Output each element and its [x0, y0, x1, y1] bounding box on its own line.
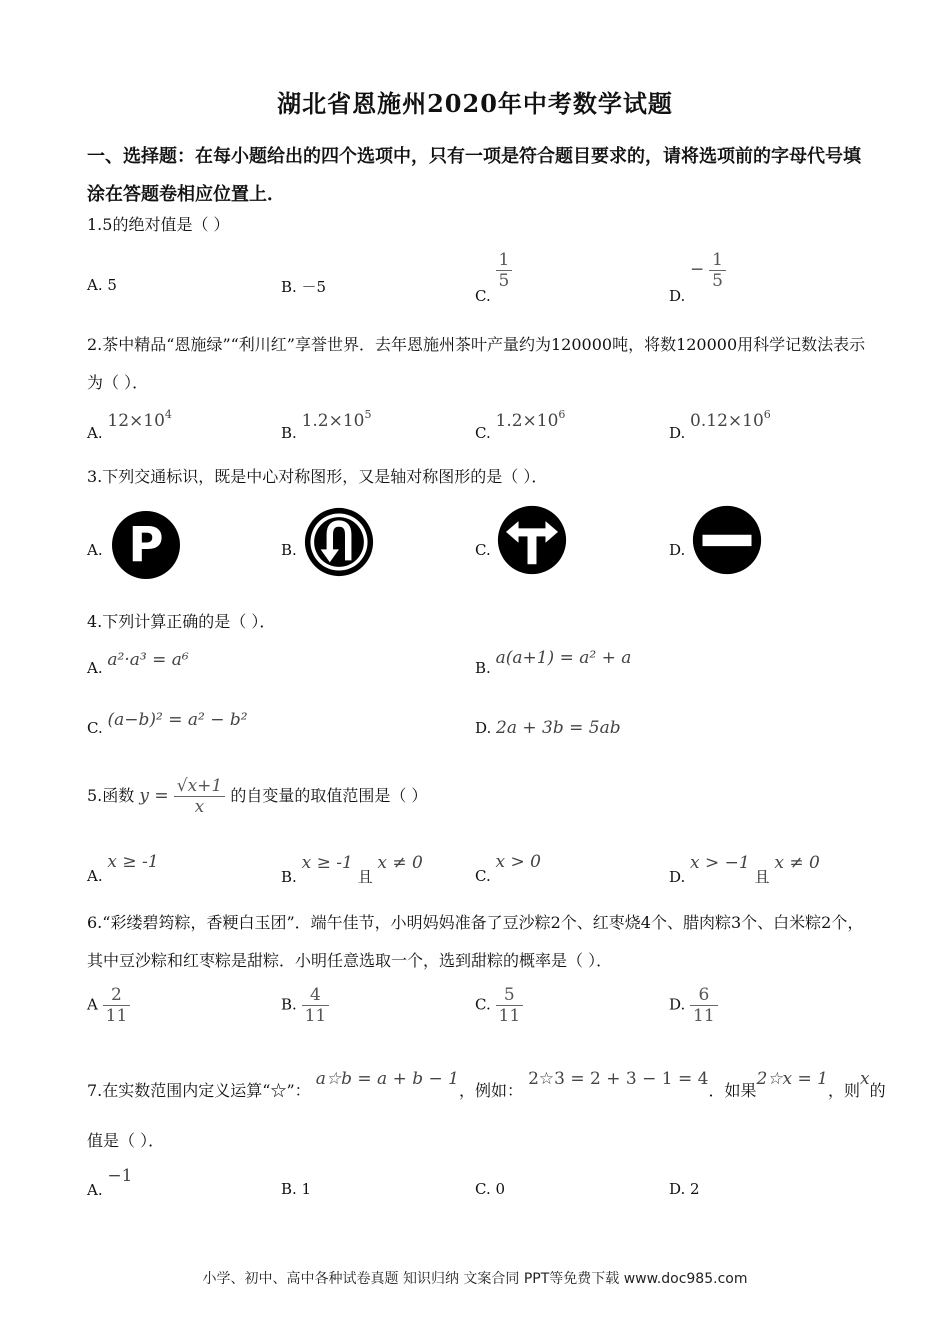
option-expression: x ≥ -1 [301, 853, 353, 873]
option-label: A. [87, 659, 103, 677]
q1-option-d-fraction [709, 250, 726, 291]
q1-option-c [475, 250, 512, 305]
option-label: C. [475, 995, 491, 1014]
option-expression: (a−b)² = a² − b² [107, 710, 248, 730]
fraction-numerator: 2 [111, 985, 122, 1005]
option-label: B. [281, 868, 297, 886]
page-title: 湖北省恩施州2020年中考数学试题 [277, 89, 673, 118]
stem-expression: 2☆x = 1 [756, 1069, 828, 1089]
option-fraction [103, 985, 131, 1026]
section-heading: 一、选择题：在每小题给出的四个选项中，只有一项是符合题目要求的，请将选项前的字母代号填涂在答题卷相应位置上． [87, 146, 861, 205]
parking-sign-letter: P [128, 517, 164, 573]
option-exponent: 5 [364, 408, 372, 421]
stem-expression: x [859, 1069, 870, 1089]
option-conjunction: 且 [357, 868, 373, 886]
u-turn-sign-icon [304, 507, 374, 577]
function-fraction [174, 776, 225, 817]
option-label: A [87, 995, 98, 1014]
stem-text: 5.函数 [87, 786, 135, 805]
q7-option-c: C. 0 [475, 1180, 506, 1198]
option-expression: −1 [107, 1166, 133, 1186]
q7-option-b: B. 1 [281, 1180, 312, 1198]
stem-expression: a☆b = a + b − 1 [315, 1069, 459, 1089]
option-expression: x > −1 [690, 853, 750, 873]
fraction-numerator: 5 [503, 985, 515, 1005]
stem-text: 的自变量的取值范围是（ ） [230, 786, 428, 805]
fraction-denominator: 11 [693, 1006, 715, 1026]
q6-option-d [669, 985, 718, 1026]
q3-option-a-label: A. [87, 541, 103, 559]
fraction-denominator: x [194, 797, 205, 817]
q5-option-d [669, 852, 820, 886]
option-expression: 1.2×10 [301, 411, 365, 431]
stem-text: ，例如： [458, 1081, 523, 1100]
q1-option-c-fraction [496, 250, 513, 291]
fraction-numerator: √x+1 [176, 776, 223, 796]
option-exponent: 4 [164, 408, 172, 421]
option-label: C. [87, 719, 103, 737]
option-label: B. [475, 659, 491, 677]
option-label: B. [281, 995, 297, 1014]
option-label: C. [475, 867, 491, 885]
stem-text: 7.在实数范围内定义运算“☆”： [87, 1081, 311, 1100]
parking-sign-icon [111, 510, 181, 580]
q4-option-a [87, 650, 189, 677]
option-fraction [690, 985, 718, 1026]
q1-option-d-label: D. [669, 286, 686, 305]
no-entry-sign-icon [692, 505, 762, 575]
option-label: D. [669, 995, 686, 1014]
stem-text: ．如果 [708, 1081, 757, 1100]
option-label: D. [669, 868, 686, 886]
option-exponent: 6 [558, 408, 566, 421]
option-fraction [302, 985, 330, 1026]
q7-option-d: D. 2 [669, 1180, 700, 1198]
function-lhs: y = [139, 786, 169, 806]
fraction-numerator: 1 [712, 250, 723, 270]
option-exponent: 6 [763, 408, 771, 421]
fraction-denominator: 5 [498, 271, 510, 291]
question-7-stem [87, 1066, 886, 1116]
option-label: A. [87, 1181, 103, 1199]
stem-text: 的 [869, 1081, 886, 1100]
q3-option-b-label: B. [281, 541, 297, 559]
option-fraction [496, 985, 524, 1026]
fraction-denominator: 11 [105, 1006, 128, 1026]
question-7-stem-continued: 值是（ ）． [87, 1131, 165, 1150]
option-expression: a(a+1) = a² + a [495, 648, 632, 668]
q4-option-b [475, 648, 632, 677]
q5-option-a [87, 852, 159, 885]
q1-option-a: A. 5 [87, 276, 117, 294]
option-label: A. [87, 424, 103, 442]
fraction-denominator: 11 [304, 1006, 327, 1026]
option-expression: x > 0 [495, 852, 541, 872]
option-label: D. [669, 424, 686, 442]
option-expression: x ≥ -1 [107, 852, 159, 872]
q1-option-c-label: C. [475, 286, 491, 305]
q4-option-d [475, 718, 621, 738]
left-right-turn-sign-icon [497, 505, 567, 575]
q6-option-c [475, 985, 523, 1026]
q6-option-b [281, 985, 329, 1026]
question-1-stem: 1.5的绝对值是（ ） [87, 215, 230, 234]
option-conjunction: 且 [754, 868, 770, 886]
question-5-stem [87, 766, 877, 826]
option-expression: 12×10 [107, 411, 165, 431]
option-expression-2: x ≠ 0 [377, 853, 423, 873]
q2-option-d [669, 408, 771, 442]
fraction-denominator: 5 [712, 271, 723, 291]
option-expression: 1.2×10 [495, 411, 559, 431]
q5-option-b [281, 852, 423, 886]
q2-option-c [475, 408, 566, 442]
q2-option-b [281, 408, 372, 442]
option-label: A. [87, 867, 103, 885]
option-label: B. [281, 424, 297, 442]
q1-option-d [669, 250, 726, 305]
q1-option-b: B. －5 [281, 278, 327, 296]
q6-option-a [87, 985, 130, 1026]
q4-option-c [87, 710, 248, 737]
fraction-denominator: 11 [498, 1006, 521, 1026]
fraction-numerator: 6 [698, 985, 710, 1005]
option-expression: a²·a³ = a⁶ [107, 650, 189, 670]
q5-option-c [475, 852, 541, 885]
q1-option-d-sign: − [690, 259, 705, 280]
option-label: C. [475, 424, 491, 442]
question-3-stem: 3.下列交通标识，既是中心对称图形，又是轴对称图形的是（ ）． [87, 467, 548, 486]
question-2-stem: 2.茶中精品“恩施绿”“利川红”享誉世界．去年恩施州茶叶产量约为120000吨，将数120000用科学记数法表示为（ ）． [87, 335, 866, 392]
page-footer: 小学、初中、高中各种试卷真题 知识归纳 文案合同 PPT等免费下载 www.doc985.com [202, 1271, 748, 1287]
option-expression-2: x ≠ 0 [774, 853, 820, 873]
question-4-stem: 4.下列计算正确的是（ ）． [87, 612, 276, 631]
q7-option-a [87, 1166, 133, 1199]
stem-expression: 2☆3 = 2 + 3 − 1 = 4 [528, 1069, 709, 1089]
option-label: D. [475, 719, 492, 737]
q3-option-c-label: C. [475, 541, 491, 559]
q2-option-a [87, 408, 172, 442]
option-expression: 0.12×10 [690, 411, 764, 431]
fraction-numerator: 1 [498, 250, 510, 270]
stem-text: ，则 [827, 1081, 860, 1100]
question-6-stem: 6.“彩缕碧筠粽，香粳白玉团”．端午佳节，小明妈妈准备了豆沙粽2个、红枣烧4个、腊肉粽3个、白米粽2个，其中豆沙粽和红枣粽是甜粽．小明任意选取一个，选到甜粽的概率是（ ）． [87, 913, 864, 970]
fraction-numerator: 4 [309, 985, 321, 1005]
option-expression: 2a + 3b = 5ab [496, 718, 621, 738]
q3-option-d-label: D. [669, 541, 686, 559]
